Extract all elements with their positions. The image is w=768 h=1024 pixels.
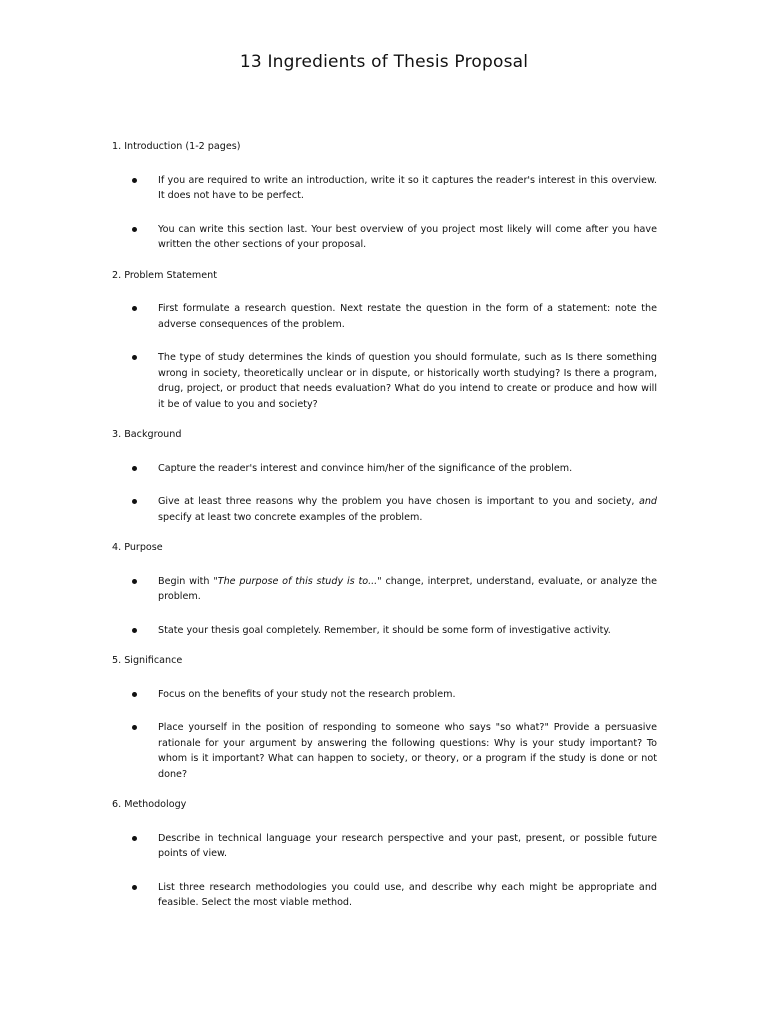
section-problem-statement — [112, 268, 657, 413]
bullet-icon — [132, 579, 137, 584]
bullet-list — [112, 687, 657, 783]
list-item — [112, 687, 657, 703]
list-item — [112, 222, 657, 253]
bullet-icon — [132, 725, 137, 730]
bullet-text: First formulate a research question. Next restate the question in the form of a statement: note the adverse consequences of the problem. — [158, 303, 657, 330]
bullet-text: Place yourself in the position of responding to someone who says "so what?" Provide a persuasive rationale for your argument by answering the following questions: Why is your study important? To whom is it important? What can happen to society, or theory, or a program if the study is done or not done? — [158, 722, 657, 780]
bullet-list — [112, 574, 657, 639]
section-heading: 4. Purpose — [112, 542, 163, 553]
bullet-icon — [132, 355, 137, 360]
list-item — [112, 301, 657, 332]
list-item — [112, 494, 657, 525]
section-methodology — [112, 797, 657, 911]
bullet-list — [112, 461, 657, 526]
bullet-text: Describe in technical language your research perspective and your past, present, or possible future points of view. — [158, 832, 657, 859]
section-heading: 3. Background — [112, 429, 182, 440]
bullet-text-emphasis: "The purpose of this study is to..." — [213, 575, 382, 587]
section-heading: 5. Significance — [112, 655, 183, 666]
document-title: 13 Ingredients of Thesis Proposal — [239, 52, 529, 72]
bullet-icon — [132, 836, 137, 841]
bullet-text-post: specify at least two concrete examples of the problem. — [158, 511, 423, 523]
list-item — [112, 880, 657, 911]
list-item — [112, 623, 657, 639]
section-background — [112, 427, 657, 525]
document-body — [112, 139, 657, 911]
bullet-icon — [132, 628, 137, 633]
bullet-text-post: change, interpret, understand, evaluate, or analyze the problem. — [158, 575, 658, 602]
bullet-text-pre: Give at least three reasons why the problem you have chosen is important to you and society, — [158, 496, 639, 507]
bullet-text-emphasis: and — [638, 496, 657, 507]
list-item — [112, 461, 657, 477]
bullet-text: Capture the reader's interest and convince him/her of the significance of the problem. — [158, 462, 573, 474]
list-item — [112, 574, 657, 605]
bullet-text: List three research methodologies you could use, and describe why each might be appropriate and feasible. Select the most viable method. — [158, 881, 657, 908]
section-heading: 2. Problem Statement — [112, 269, 217, 281]
bullet-text: The type of study determines the kinds of question you should formulate, such as Is there something wrong in society, theoretically unclear or in dispute, or historically worth studying? Is there a program, drug, project, or product that needs evaluation? What do you intend to create or produce and how will it be of value to you and society? — [158, 352, 657, 410]
list-item — [112, 350, 657, 412]
list-item — [112, 173, 657, 204]
bullet-list — [112, 301, 657, 412]
bullet-icon — [132, 692, 137, 697]
section-introduction — [112, 139, 657, 253]
bullet-icon — [132, 178, 137, 183]
section-purpose — [112, 540, 657, 638]
bullet-text: State your thesis goal completely. Remember, it should be some form of investigative activity. — [158, 624, 611, 636]
section-heading: 1. Introduction (1-2 pages) — [112, 141, 241, 152]
bullet-text: You can write this section last. Your best overview of you project most likely will come after you have written the other sections of your proposal. — [158, 223, 657, 250]
bullet-icon — [132, 499, 137, 504]
bullet-icon — [132, 885, 137, 890]
list-item — [112, 831, 657, 862]
section-significance — [112, 653, 657, 782]
bullet-list — [112, 831, 657, 911]
bullet-text-pre: Begin with — [158, 575, 214, 587]
bullet-icon — [132, 466, 137, 471]
section-heading: 6. Methodology — [112, 799, 187, 810]
list-item — [112, 720, 657, 782]
bullet-list — [112, 173, 657, 253]
bullet-icon — [132, 306, 137, 311]
bullet-icon — [132, 227, 137, 232]
bullet-text: If you are required to write an introduction, write it so it captures the reader's interest in this overview. It does not have to be perfect. — [158, 174, 657, 201]
bullet-text: Focus on the benefits of your study not the research problem. — [158, 688, 456, 700]
